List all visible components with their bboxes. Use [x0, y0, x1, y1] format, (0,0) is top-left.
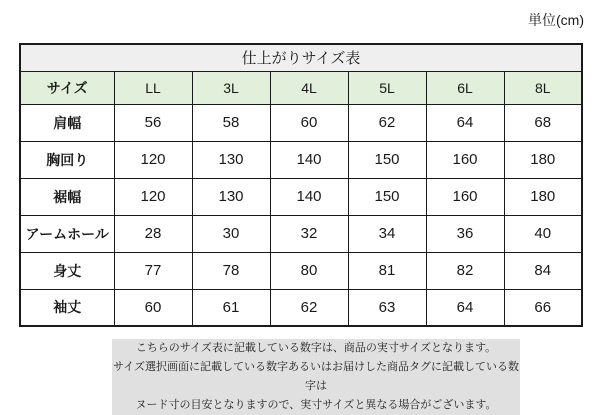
value-cell: 60 — [270, 104, 348, 141]
size-corner-label: サイズ — [20, 71, 114, 104]
row-label: アームホール — [20, 215, 114, 252]
value-cell: 130 — [192, 141, 270, 178]
table-row-hem-width — [20, 178, 582, 215]
note-line: こちらのサイズ表に記載している数字は、商品の実寸サイズとなります。 — [135, 342, 497, 354]
value-cell: 32 — [270, 215, 348, 252]
table-row-shoulder-width — [20, 104, 582, 141]
row-label: 裾幅 — [20, 178, 114, 215]
value-cell: 180 — [504, 178, 582, 215]
row-label: 身丈 — [20, 252, 114, 289]
value-cell: 63 — [348, 289, 426, 326]
value-cell: 130 — [192, 178, 270, 215]
table-row-armhole — [20, 215, 582, 252]
value-cell: 64 — [426, 104, 504, 141]
value-cell: 36 — [426, 215, 504, 252]
table-header-row — [20, 71, 582, 104]
value-cell: 61 — [192, 289, 270, 326]
value-cell: 160 — [426, 141, 504, 178]
value-cell: 150 — [348, 178, 426, 215]
value-cell: 81 — [348, 252, 426, 289]
value-cell: 56 — [114, 104, 192, 141]
value-cell: 60 — [114, 289, 192, 326]
value-cell: 28 — [114, 215, 192, 252]
table-title-row — [20, 44, 582, 71]
value-cell: 58 — [192, 104, 270, 141]
row-label: 肩幅 — [20, 104, 114, 141]
value-cell: 120 — [114, 178, 192, 215]
table-row-sleeve-length — [20, 289, 582, 326]
value-cell: 62 — [270, 289, 348, 326]
value-cell: 140 — [270, 141, 348, 178]
size-header-ll: LL — [114, 71, 192, 104]
size-header-8l: 8L — [504, 71, 582, 104]
row-label: 袖丈 — [20, 289, 114, 326]
value-cell: 77 — [114, 252, 192, 289]
size-table — [19, 43, 583, 327]
note-line: ヌード寸の目安となりますので、実寸サイズと異なる場合がございます。 — [135, 399, 497, 411]
size-header-6l: 6L — [426, 71, 504, 104]
size-header-5l: 5L — [348, 71, 426, 104]
value-cell: 40 — [504, 215, 582, 252]
size-header-3l: 3L — [192, 71, 270, 104]
value-cell: 84 — [504, 252, 582, 289]
value-cell: 62 — [348, 104, 426, 141]
note-box — [112, 339, 520, 415]
row-label: 胸回り — [20, 141, 114, 178]
value-cell: 150 — [348, 141, 426, 178]
value-cell: 64 — [426, 289, 504, 326]
table-title: 仕上がりサイズ表 — [20, 44, 582, 71]
size-header-4l: 4L — [270, 71, 348, 104]
table-row-body-length — [20, 252, 582, 289]
value-cell: 160 — [426, 178, 504, 215]
table-row-chest — [20, 141, 582, 178]
value-cell: 30 — [192, 215, 270, 252]
value-cell: 180 — [504, 141, 582, 178]
value-cell: 80 — [270, 252, 348, 289]
value-cell: 120 — [114, 141, 192, 178]
unit-label: 単位(cm) — [528, 12, 584, 28]
value-cell: 78 — [192, 252, 270, 289]
value-cell: 82 — [426, 252, 504, 289]
value-cell: 66 — [504, 289, 582, 326]
note-line: サイズ選択画面に記載している数字あるいはお届けした商品タグに記載している数字は — [112, 361, 520, 392]
value-cell: 68 — [504, 104, 582, 141]
value-cell: 140 — [270, 178, 348, 215]
value-cell: 34 — [348, 215, 426, 252]
